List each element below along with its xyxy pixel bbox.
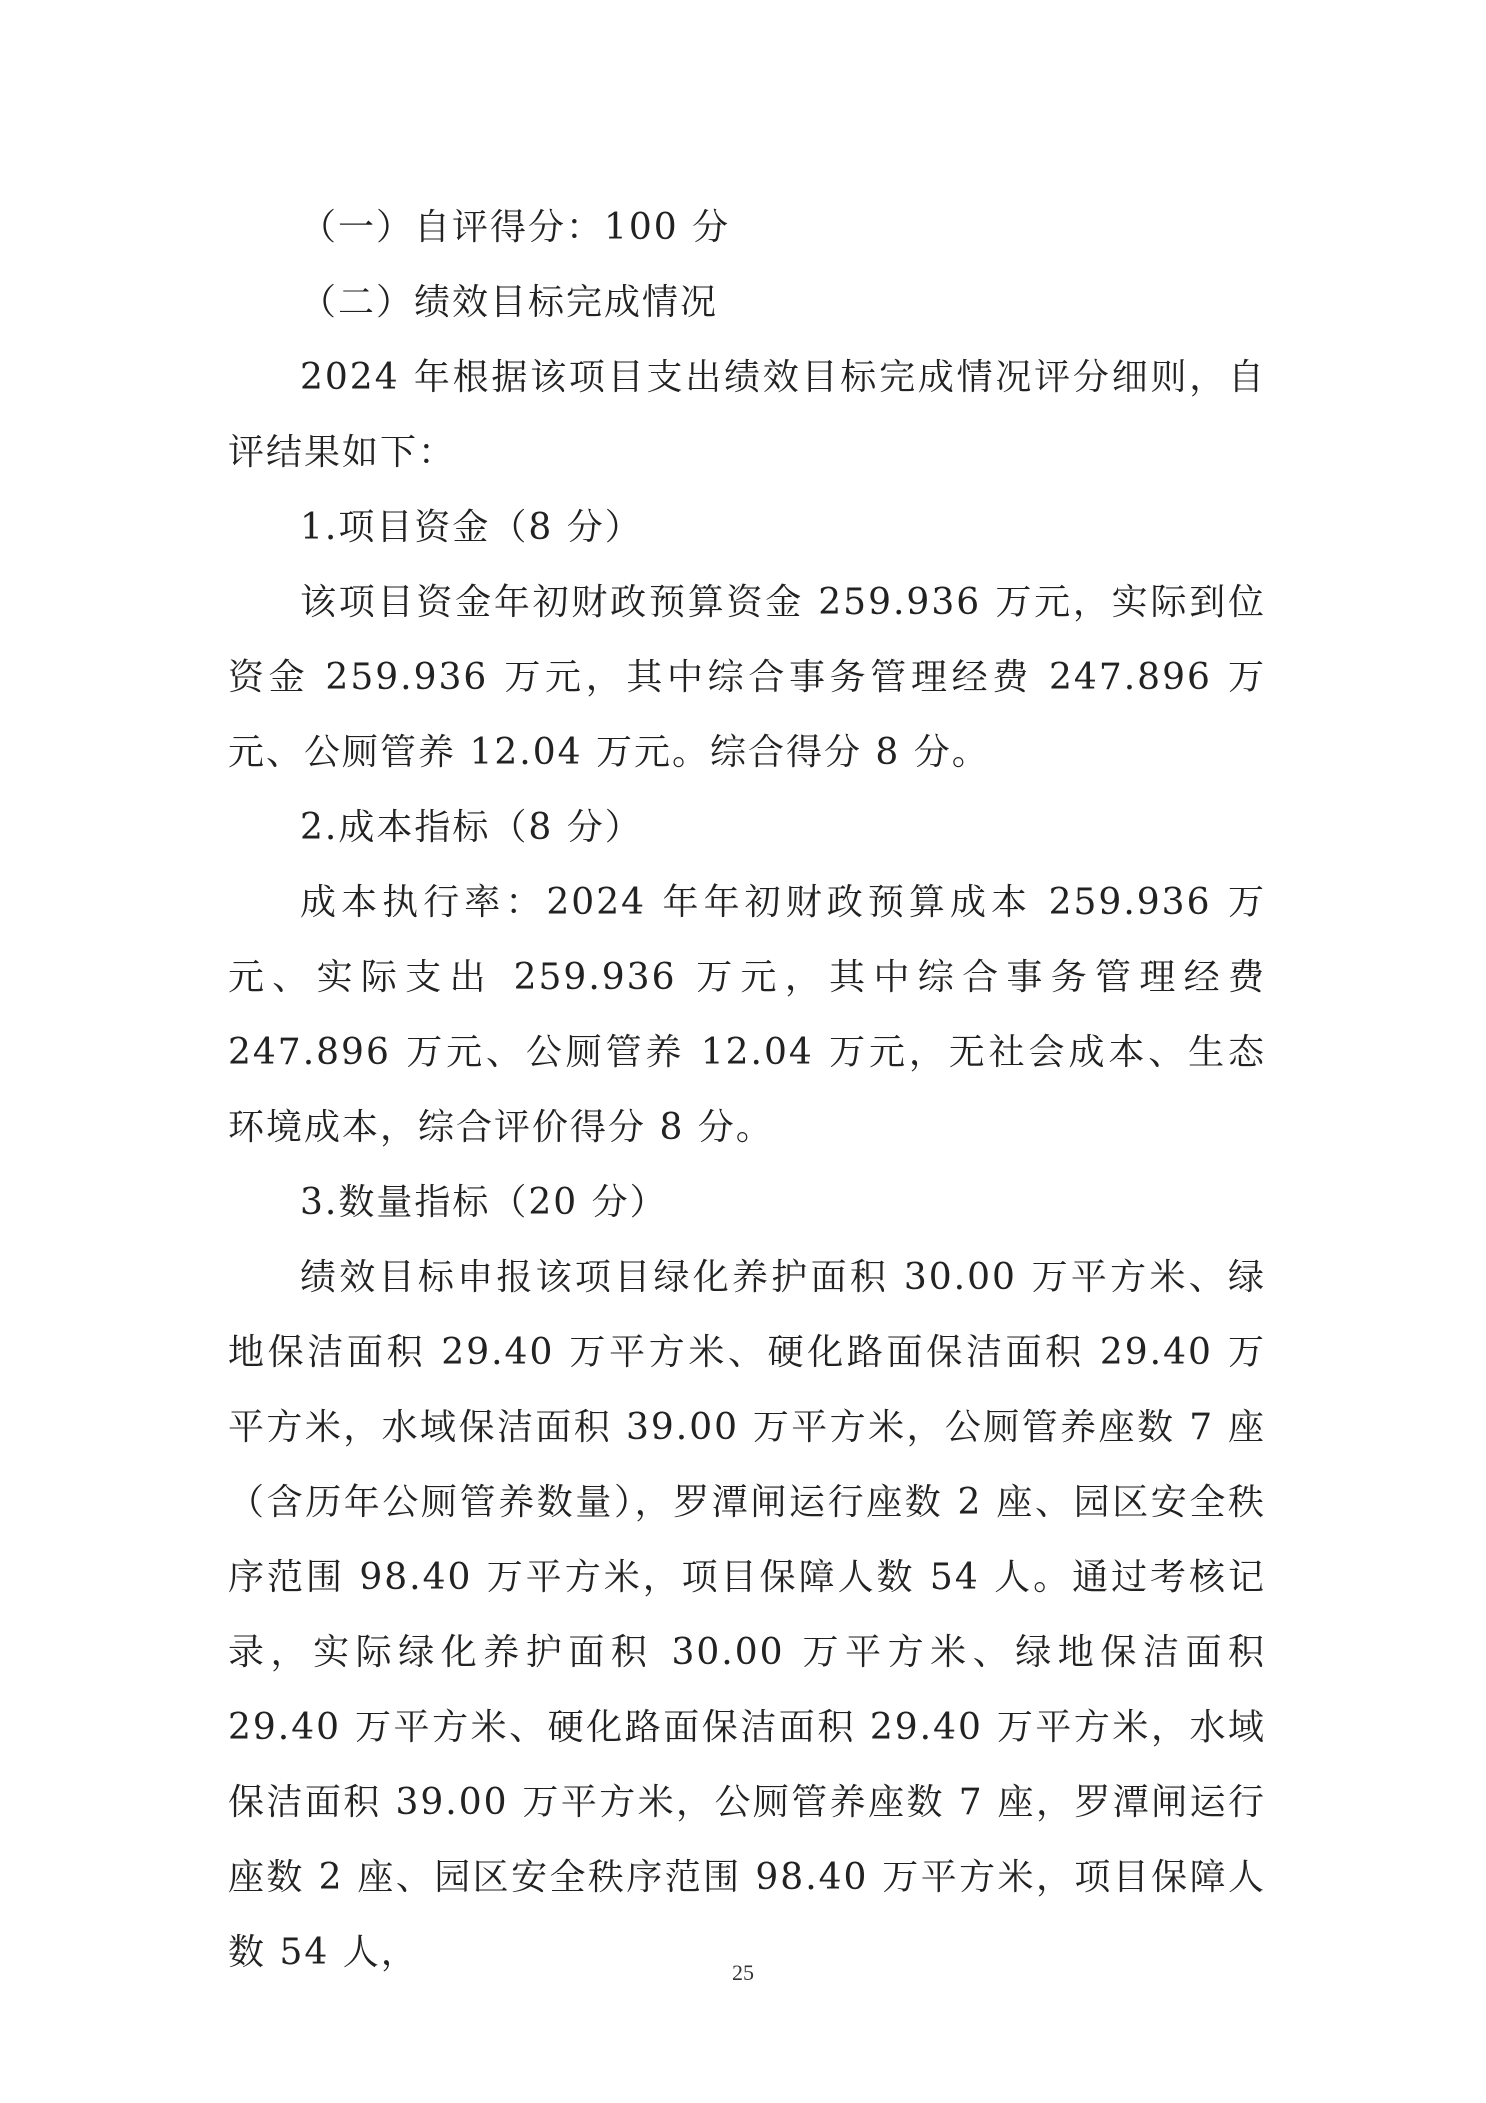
- paragraph-quantity-indicator: 绩效目标申报该项目绿化养护面积 30.00 万平方米、绿地保洁面积 29.40 万平方米、硬化路面保洁面积 29.40 万平方米，水域保洁面积 39.00 万平方米，公厕管养座数 7 座（含历年公厕管养数量），罗潭闸运行座数 2 座、园区安全秩序范围 98.40 万平方米，项目保障人数 54 人。通过考核记录，实际绿化养护面积 30.00 万平方米、绿地保洁面积 29.40 万平方米、硬化路面保洁面积 29.40 万平方米，水域保洁面积 39.00 万平方米，公厕管养座数 7 座，罗潭闸运行座数 2 座、园区安全秩序范围 98.40 万平方米，项目保障人数 54 人，: [228, 1257, 1266, 1973]
- page-number: 25: [732, 1960, 754, 1985]
- section-heading-goal-completion: （二）绩效目标完成情况: [300, 282, 719, 323]
- paragraph-project-funds: 该项目资金年初财政预算资金 259.936 万元，实际到位资金 259.936 万元，其中综合事务管理经费 247.896 万元、公厕管养 12.04 万元。综合得分 8 分。: [228, 582, 1266, 773]
- section-heading-self-score: （一）自评得分：100 分: [300, 207, 731, 248]
- paragraph-cost-indicator: 成本执行率：2024 年年初财政预算成本 259.936 万元、实际支出 259.936 万元，其中综合事务管理经费 247.896 万元、公厕管养 12.04 万元，无社会成本、生态环境成本，综合评价得分 8 分。: [228, 882, 1266, 1148]
- subheading-project-funds: 1.项目资金（8 分）: [300, 507, 643, 548]
- intro-paragraph: 2024 年根据该项目支出绩效目标完成情况评分细则，自评结果如下：: [228, 357, 1266, 473]
- subheading-cost-indicator: 2.成本指标（8 分）: [300, 807, 643, 848]
- body-text: [228, 190, 1266, 1990]
- subheading-quantity-indicator: 3.数量指标（20 分）: [300, 1182, 668, 1223]
